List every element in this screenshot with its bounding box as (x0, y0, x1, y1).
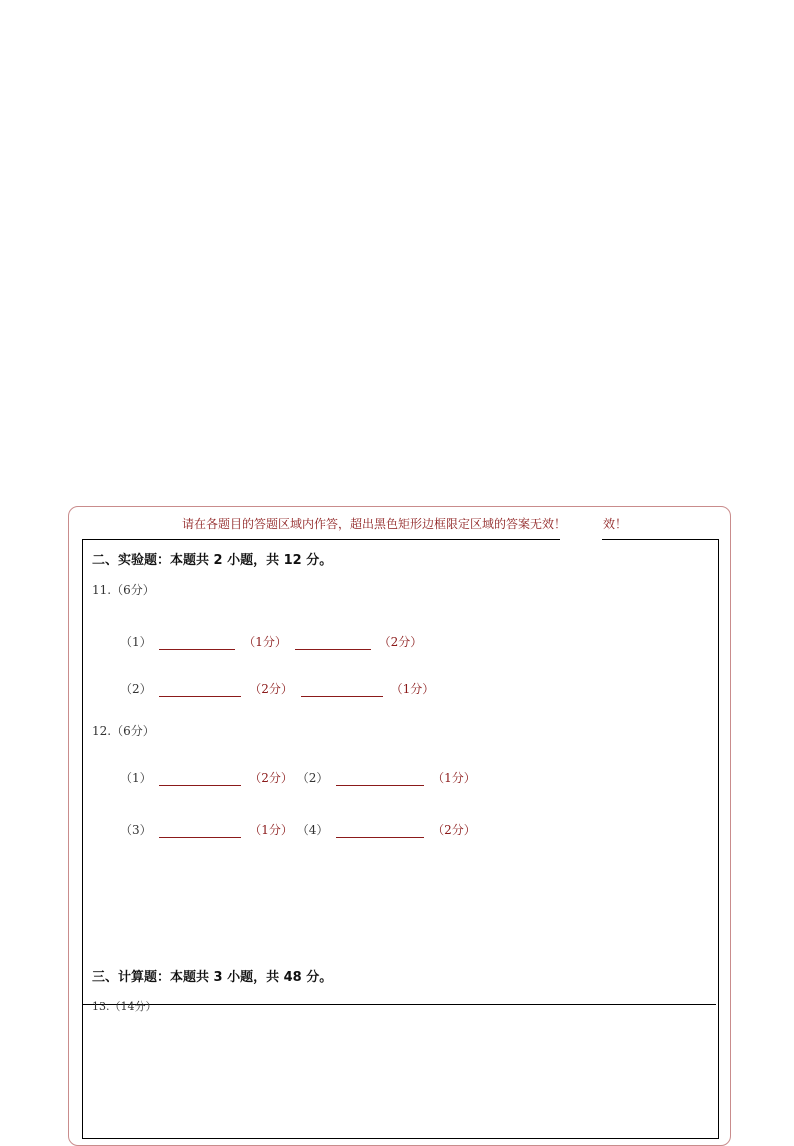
q11-1-points-a: （1分） (243, 635, 287, 649)
q11-2-points-b: （1分） (390, 682, 435, 696)
q12-3-blank[interactable] (159, 825, 241, 838)
q11-2-blank-a[interactable] (159, 684, 241, 697)
q12-4-points: （2分） (432, 823, 476, 837)
q12-3-points: （1分） (249, 823, 293, 837)
answer-region-border (82, 539, 719, 1139)
section2-title: 二、实验题：本题共 2 小题，共 12 分。 (92, 553, 333, 568)
q12-4-blank[interactable] (336, 825, 424, 838)
q12-row-2 (120, 821, 476, 838)
q12-2-points: （1分） (432, 771, 476, 785)
section3-title: 三、计算题：本题共 3 小题，共 48 分。 (92, 970, 333, 985)
q11-row-1 (120, 633, 422, 650)
q12-1-points: （2分） (249, 771, 293, 785)
q11-row2-label: （2） (120, 682, 152, 696)
q13-divider-line (82, 1004, 716, 1005)
q11-1-blank-b[interactable] (295, 637, 371, 650)
q13-title: 13.（14分） (92, 1000, 157, 1013)
q12-row2-label-b: （4） (296, 823, 329, 837)
q11-1-points-b: （2分） (378, 635, 423, 649)
q11-2-blank-b[interactable] (301, 684, 383, 697)
q12-title: 12.（6分） (92, 724, 155, 738)
answer-notice-tail: 效！ (603, 517, 628, 531)
q12-row-1 (120, 769, 476, 786)
q11-2-points-a: （2分） (249, 682, 293, 696)
answer-notice: 请在各题目的答题区域内作答，超出黑色矩形边框限定区域的答案无效！ (182, 517, 567, 531)
q12-2-blank[interactable] (336, 773, 424, 786)
frame-gap (560, 530, 602, 540)
q11-row-2 (120, 680, 434, 697)
q11-1-blank-a[interactable] (159, 637, 235, 650)
q12-1-blank[interactable] (159, 773, 241, 786)
q12-row1-label-a: （1） (120, 771, 152, 785)
q12-row1-label-b: （2） (296, 771, 329, 785)
q12-row2-label-a: （3） (120, 823, 152, 837)
q11-row1-label: （1） (120, 635, 152, 649)
q11-title: 11.（6分） (92, 583, 155, 597)
